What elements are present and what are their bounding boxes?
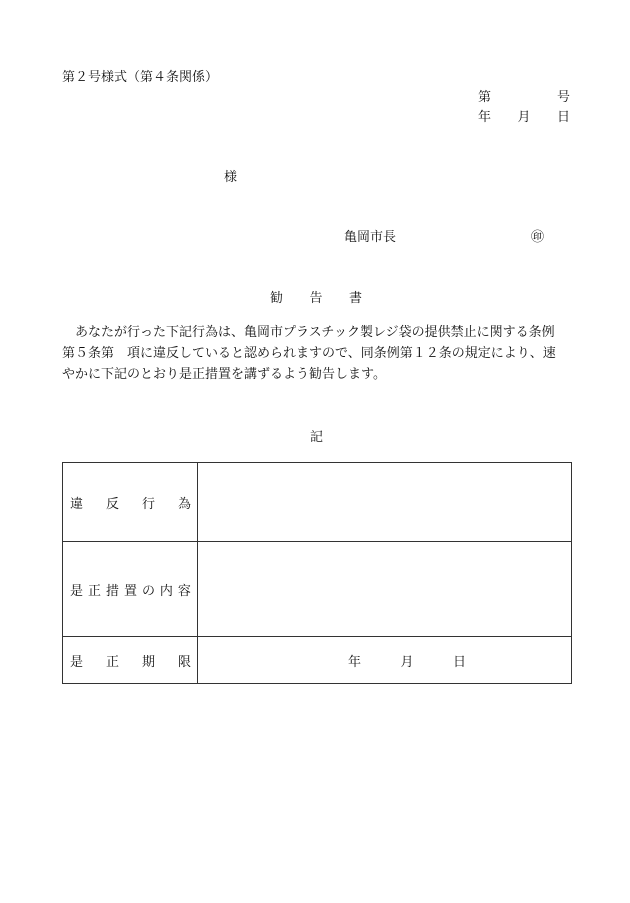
deadline-date bbox=[348, 651, 466, 670]
form-number-label: 第２号様式（第４条関係） bbox=[62, 70, 219, 85]
body-paragraph bbox=[62, 322, 572, 385]
label-char: 行 bbox=[141, 496, 155, 512]
label-char: 是 bbox=[70, 583, 84, 599]
issuer-name: 亀岡市長 bbox=[344, 230, 397, 245]
label-char: 是 bbox=[70, 654, 84, 670]
label-char: 期 bbox=[141, 654, 155, 670]
body-line: やかに下記のとおり是正措置を講ずるよう勧告します。 bbox=[62, 367, 386, 382]
seal-mark: ㊞ bbox=[531, 230, 545, 245]
number-suffix: 号 bbox=[556, 90, 570, 105]
ki-heading: 記 bbox=[310, 430, 324, 445]
date-day: 日 bbox=[556, 110, 570, 125]
issue-date-line bbox=[478, 106, 570, 125]
deadline-month: 月 bbox=[400, 654, 414, 670]
label-char: 置 bbox=[123, 583, 137, 599]
deadline-label-cell bbox=[63, 637, 198, 684]
label-char: 正 bbox=[105, 654, 119, 670]
title-char: 勧 bbox=[270, 291, 284, 306]
deadline-value-cell[interactable] bbox=[198, 637, 572, 684]
date-month: 月 bbox=[517, 110, 531, 125]
body-line: 第５条第 項に違反していると認められますので、同条例第１２条の規定により、速 bbox=[62, 346, 556, 361]
date-year: 年 bbox=[478, 110, 492, 125]
table-row bbox=[63, 463, 572, 542]
addressee-honorific: 様 bbox=[224, 170, 238, 185]
document-title bbox=[270, 287, 362, 306]
label-char: 措 bbox=[105, 583, 119, 599]
table-row bbox=[63, 637, 572, 684]
title-char: 書 bbox=[348, 291, 362, 306]
label-char: 為 bbox=[177, 496, 191, 512]
document-number-line bbox=[478, 86, 570, 105]
label-char: 内 bbox=[159, 583, 173, 599]
label-char: 正 bbox=[87, 583, 101, 599]
label-char: 容 bbox=[177, 583, 191, 599]
detail-table bbox=[62, 462, 572, 684]
violation-label-cell bbox=[63, 463, 198, 542]
deadline-day: 日 bbox=[452, 654, 466, 670]
correction-content-value-cell[interactable] bbox=[198, 542, 572, 637]
label-char: の bbox=[141, 583, 155, 599]
label-char: 限 bbox=[177, 654, 191, 670]
violation-value-cell[interactable] bbox=[198, 463, 572, 542]
label-char: 違 bbox=[70, 496, 84, 512]
title-char: 告 bbox=[309, 291, 323, 306]
number-prefix: 第 bbox=[478, 90, 492, 105]
label-char: 反 bbox=[105, 496, 119, 512]
body-line: あなたが行った下記行為は、亀岡市プラスチック製レジ袋の提供禁止に関する条例 bbox=[62, 325, 555, 340]
correction-content-label-cell bbox=[63, 542, 198, 637]
deadline-year: 年 bbox=[348, 654, 362, 670]
table-row bbox=[63, 542, 572, 637]
